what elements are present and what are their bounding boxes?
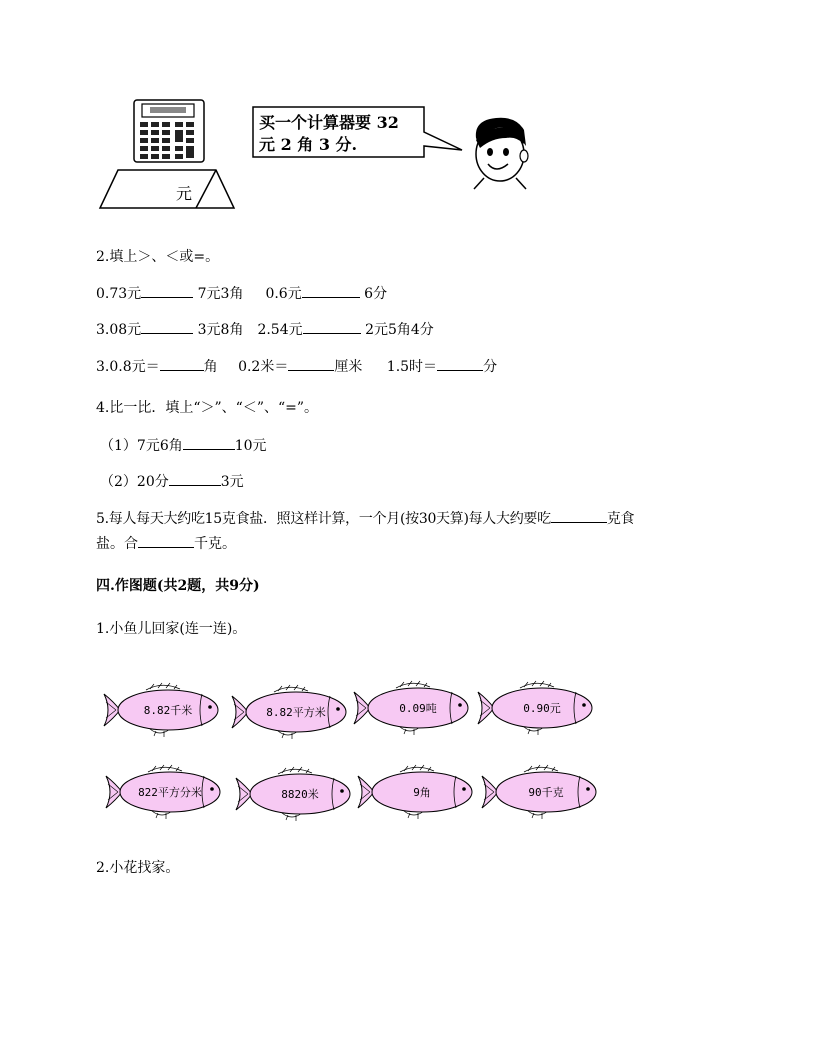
q3-p1: 3.0.8元＝ <box>96 359 160 375</box>
q2-r1-c: 0.6元 <box>265 286 302 302</box>
speech-line-2: 元 2 角 3 分. <box>259 135 358 154</box>
q2-r2-b: 3元8角 <box>197 322 244 338</box>
q2-r1-b: 7元3角 <box>197 286 244 302</box>
q4-item-1 <box>100 435 267 456</box>
answer-blank[interactable] <box>303 319 361 334</box>
answer-blank[interactable] <box>160 356 204 371</box>
q3-p3: 1.5时＝ <box>386 359 438 375</box>
q5-l1-a: 5.每人每天大约吃15克食盐．照这样计算，一个月(按30天算)每人大约要吃 <box>96 511 551 527</box>
fish-item[interactable] <box>476 678 601 738</box>
fish-label: 8.82千米 <box>143 704 193 717</box>
speech-line-1: 买一个计算器要 32 <box>259 113 399 132</box>
q2-row-1 <box>96 283 387 304</box>
answer-blank[interactable] <box>183 435 235 450</box>
fish-label: 9角 <box>413 786 431 799</box>
section-title: 四.作图题(共2题，共9分) <box>96 578 260 594</box>
answer-blank[interactable] <box>141 319 193 334</box>
answer-blank[interactable] <box>551 508 607 523</box>
q4-title: 4.比一比．填上“＞”、“＜”、“=”。 <box>96 400 319 416</box>
fish-label: 8820米 <box>281 788 319 801</box>
q4-i2-a: （2）20分 <box>100 474 169 490</box>
q2-r2-a: 3.08元 <box>96 322 142 338</box>
answer-blank[interactable] <box>138 533 194 548</box>
fish-label: 8.82平方米 <box>266 706 326 719</box>
answer-blank[interactable] <box>169 471 221 486</box>
drawing-1-title: 1.小鱼儿回家(连一连)。 <box>96 621 247 637</box>
q5-l2-b: 千克。 <box>194 536 236 552</box>
q5-line-1 <box>96 508 634 529</box>
answer-blank[interactable] <box>437 356 483 371</box>
q2-row-2 <box>96 319 434 340</box>
q3-p2: 0.2米＝ <box>238 359 289 375</box>
q3-u3: 分 <box>483 359 498 375</box>
drawing-2-title: 2.小花找家。 <box>96 860 180 876</box>
q2-title: 2.填上＞、＜或=。 <box>96 249 220 265</box>
price-unit-label: 元 <box>176 184 193 203</box>
q5-l1-b: 克食 <box>606 511 635 527</box>
fish-item[interactable] <box>480 762 605 822</box>
boy-illustration <box>466 116 532 190</box>
fish-item[interactable] <box>102 680 227 740</box>
q2-r1-a: 0.73元 <box>96 286 142 302</box>
fish-label: 0.09吨 <box>399 702 437 715</box>
answer-blank[interactable] <box>141 283 193 298</box>
fish-item[interactable] <box>234 764 359 824</box>
q4-i1-a: （1）7元6角 <box>100 438 183 454</box>
q4-item-2 <box>100 471 244 492</box>
q4-i2-b: 3元 <box>220 474 244 490</box>
fish-item[interactable] <box>104 762 229 822</box>
q2-r1-d: 6分 <box>364 286 388 302</box>
q4-i1-b: 10元 <box>234 438 267 454</box>
q2-r2-d: 2元5角4分 <box>365 322 434 338</box>
calculator-illustration <box>98 98 240 212</box>
q3-row <box>96 356 497 377</box>
fish-label: 90千克 <box>528 786 564 799</box>
q3-u2: 厘米 <box>334 359 363 375</box>
q2-r2-c: 2.54元 <box>257 322 303 338</box>
fish-item[interactable] <box>230 682 355 742</box>
q5-line-2 <box>96 533 236 554</box>
answer-blank[interactable] <box>288 356 334 371</box>
q5-l2-a: 盐。合 <box>96 536 138 552</box>
fish-label: 0.90元 <box>523 702 561 715</box>
answer-blank[interactable] <box>302 283 360 298</box>
fish-label: 822平方分米 <box>138 786 202 799</box>
fish-item[interactable] <box>356 762 481 822</box>
q3-u1: 角 <box>203 359 218 375</box>
fish-item[interactable] <box>352 678 477 738</box>
